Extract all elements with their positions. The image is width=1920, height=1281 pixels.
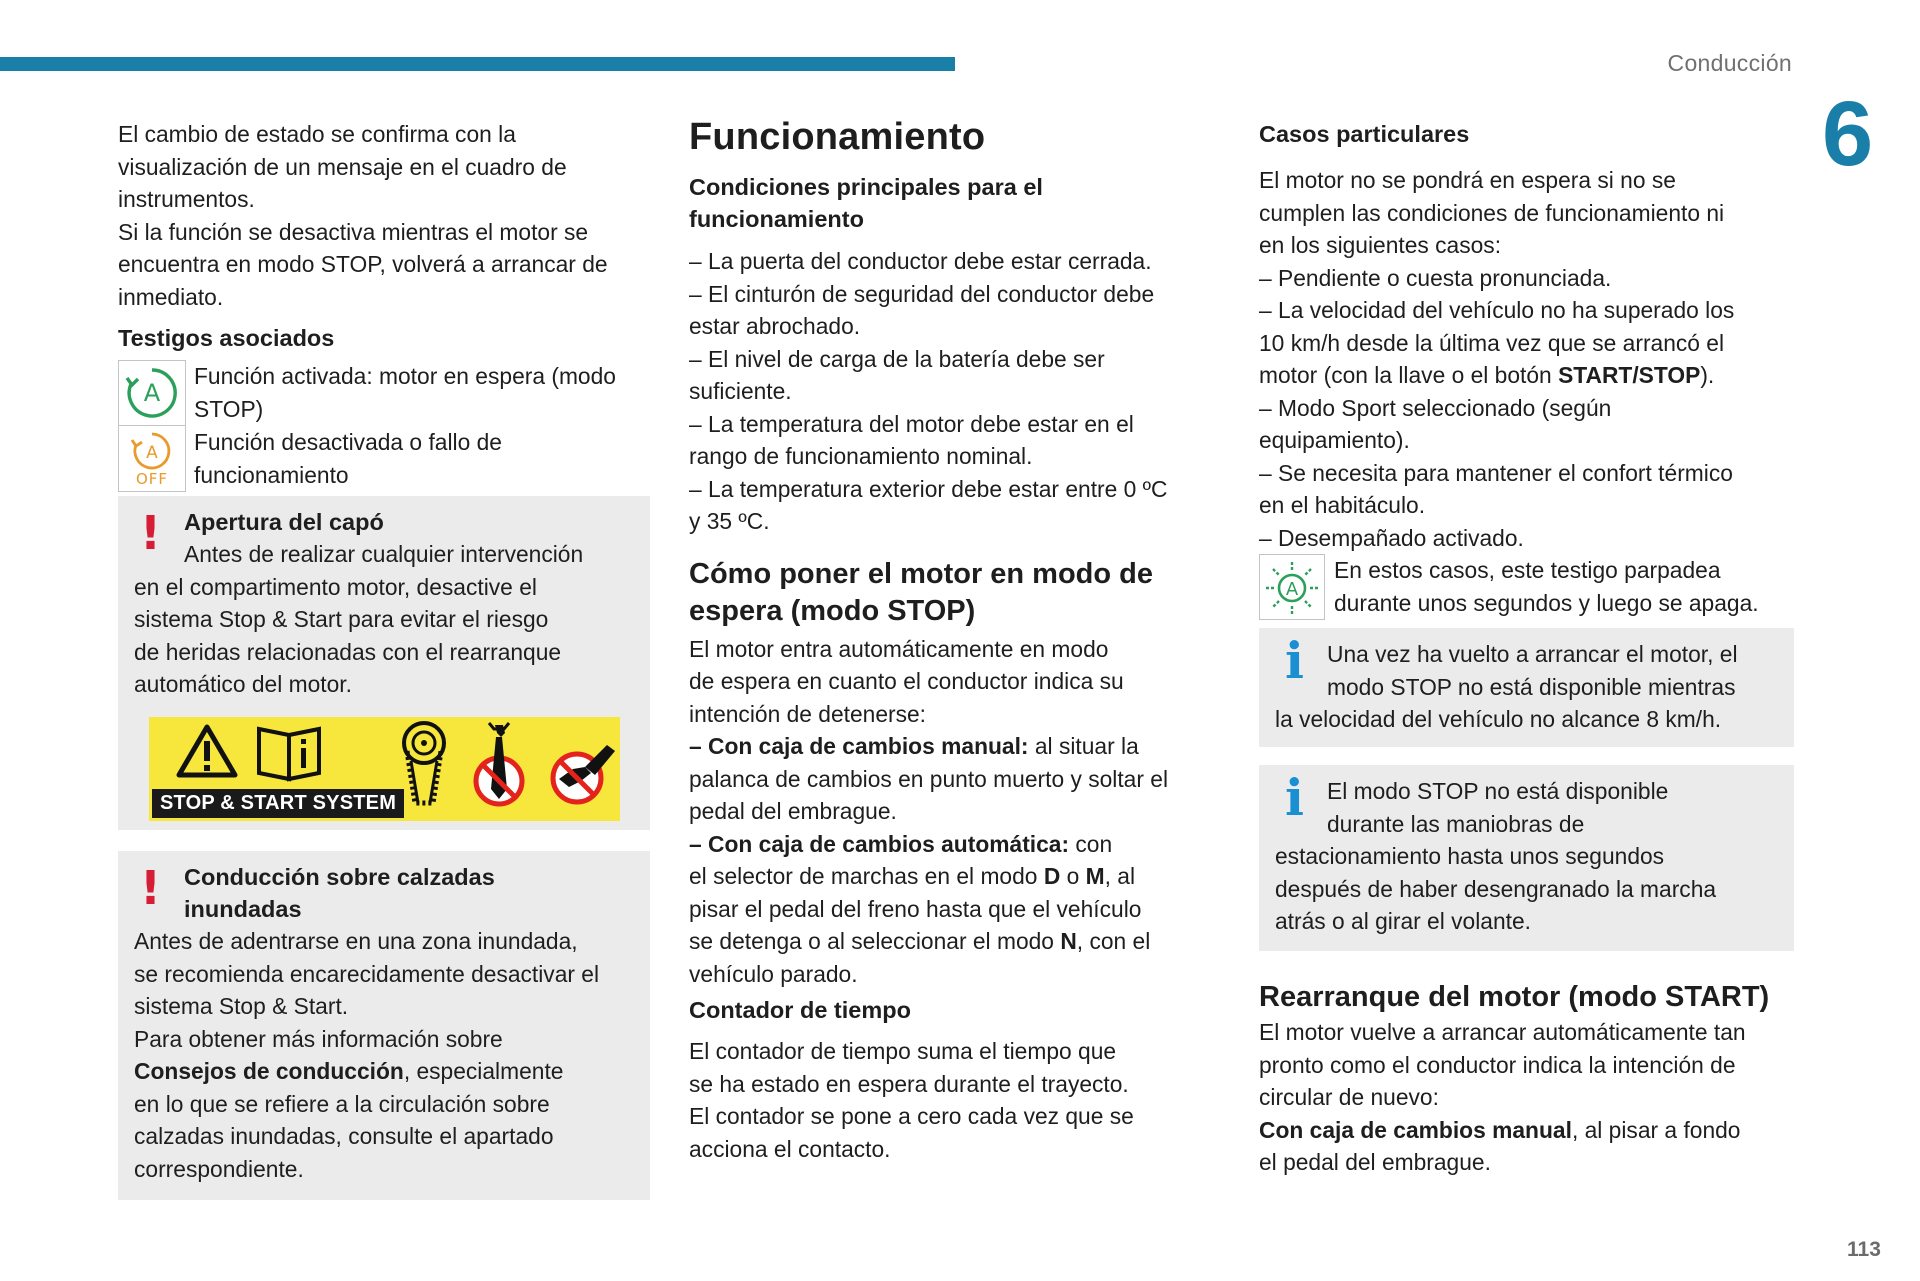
driving-advice-reference: Consejos de conducción [134, 1058, 404, 1084]
flooded-road-warning-box [118, 851, 650, 1200]
list-item: – La temperatura del motor debe estar en el [689, 410, 1134, 437]
text-line: El contador se pone a cero cada vez que se [689, 1103, 1134, 1129]
intro-paragraph [118, 118, 650, 313]
section-title: Conducción [1667, 50, 1792, 76]
caution-triangle-icon [179, 727, 235, 775]
text-line: palanca de cambios en punto muerto y soltar el [689, 765, 1169, 792]
text-line: correspondiente. [134, 1155, 304, 1182]
text-line: en los siguientes casos: [1259, 232, 1502, 258]
text-span: se detenga o al seleccionar el modo [689, 928, 1061, 954]
text-line: se recomienda encarecidamente desactivar el [134, 960, 600, 987]
text-line: en el compartimento motor, desactive el [134, 573, 537, 600]
list-item: y 35 ºC. [689, 508, 770, 534]
text-line: Antes de adentrarse en una zona inundada, [134, 928, 578, 954]
text-line [134, 1055, 650, 1088]
list-item: – El cinturón de seguridad del conductor debe [689, 280, 1155, 307]
text-line: en lo que se refiere a la circulación sobre [134, 1090, 550, 1117]
text-span: – Con caja de cambios automática: [689, 830, 1070, 857]
text-line: instrumentos. [118, 186, 255, 212]
witness-heading: Testigos asociados [118, 325, 335, 351]
list-item: – Se necesita para mantener el confort térmico [1259, 459, 1733, 486]
page-number: 113 [1847, 1238, 1881, 1261]
text-line: durante las maniobras de [1327, 810, 1585, 837]
text-line [1259, 1114, 1794, 1147]
witness-off-text: funcionamiento [194, 461, 349, 488]
text-line: El motor no se pondrá en espera si no se [1259, 167, 1676, 193]
chapter-number: 6 [1822, 83, 1874, 185]
witness-active-text: STOP) [194, 395, 264, 422]
belt-pulley-icon [404, 723, 444, 803]
text-line: El motor entra automáticamente en modo [689, 635, 1109, 662]
info-icon: i [1285, 768, 1304, 827]
text-line: equipamiento). [1259, 427, 1410, 453]
text-line: El cambio de estado se confirma con la [118, 121, 516, 147]
list-item: estar abrochado. [689, 313, 861, 339]
blinking-indicator-row [1259, 554, 1794, 620]
list-item: – El nivel de carga de la batería debe ser [689, 345, 1105, 372]
witness-active-row [118, 360, 650, 426]
text-line: Para obtener más información sobre [134, 1025, 503, 1052]
text-line: sistema Stop & Start para evitar el riesgo [134, 606, 549, 632]
special-cases-heading: Casos particulares [1259, 121, 1470, 147]
text-span: , al [1104, 863, 1136, 889]
hood-warning-box [118, 496, 650, 830]
text-line: calzadas inundadas, consulte el apartado [134, 1123, 554, 1149]
no-hand-icon [553, 745, 615, 802]
text-span: con [1069, 830, 1113, 857]
conditions-heading: funcionamiento [689, 206, 864, 232]
warning-title: Conducción sobre calzadas [184, 864, 495, 890]
text-span: START/STOP [1558, 362, 1701, 388]
auto-stop-blinking-icon [1259, 554, 1325, 620]
auto-stop-active-icon [118, 360, 186, 426]
list-item: – La puerta del conductor debe estar cerrada. [689, 248, 1152, 274]
witness-off-text: Función desactivada o fallo de [194, 429, 502, 455]
warning-title: inundadas [184, 896, 302, 922]
text-span: Con caja de cambios manual [1259, 1116, 1572, 1143]
text-line: se ha estado en espera durante el trayecto. [689, 1070, 1129, 1097]
restart-heading: Rearranque del motor (modo START) [1259, 981, 1770, 1013]
svg-text:A: A [1285, 579, 1299, 600]
text-line [1259, 359, 1794, 392]
stop-start-sticker [149, 717, 620, 821]
text-span: D [1043, 863, 1061, 889]
restart-info-box [1259, 628, 1794, 747]
witness-off-row [118, 426, 650, 492]
conditions-list [689, 245, 1217, 538]
text-line: El contador de tiempo suma el tiempo que [689, 1038, 1117, 1064]
text-line: 10 km/h desde la última vez que se arrancó el [1259, 329, 1725, 356]
text-line: Una vez ha vuelto a arrancar el motor, el [1327, 641, 1738, 667]
text-line: en el habitáculo. [1259, 492, 1426, 518]
list-item: – La velocidad del vehículo no ha superado los [1259, 297, 1735, 323]
text-line: de espera en cuanto el conductor indica su [689, 668, 1124, 694]
sticker-label-text: STOP & START SYSTEM [152, 789, 404, 818]
stop-mode-heading: Cómo poner el motor en modo de [689, 557, 1154, 590]
text-span: al situar la [1028, 733, 1139, 759]
timer-heading: Contador de tiempo [689, 997, 911, 1023]
list-item: – La temperatura exterior debe estar entre 0 ºC [689, 475, 1168, 502]
parking-info-box [1259, 765, 1794, 951]
conditions-heading: Condiciones principales para el [689, 174, 1043, 200]
list-item: – Modo Sport seleccionado (según [1259, 394, 1612, 421]
svg-text:A: A [146, 442, 158, 463]
manual-gearbox-item [689, 730, 1217, 763]
text-line: El motor vuelve a arrancar automáticamente tan [1259, 1019, 1746, 1045]
text-line: circular de nuevo: [1259, 1084, 1439, 1110]
text-line: visualización de un mensaje en el cuadro de [118, 153, 567, 180]
svg-text:OFF: OFF [135, 469, 169, 488]
warning-icon: ! [140, 506, 161, 560]
section-heading-funcionamiento: Funcionamiento [689, 116, 986, 158]
text-line: de heridas relacionadas con el rearranque [134, 638, 562, 665]
warning-title: Apertura del capó [184, 509, 384, 535]
text-line [689, 925, 1217, 958]
info-icon: i [1285, 631, 1304, 690]
text-line: automático del motor. [134, 671, 352, 697]
text-line: modo STOP no está disponible mientras [1327, 673, 1736, 700]
text-line: acciona el contacto. [689, 1135, 891, 1162]
text-line: la velocidad del vehículo no alcance 8 km/h. [1275, 706, 1722, 732]
column-left [118, 118, 650, 1200]
text-line: estacionamiento hasta unos segundos [1275, 843, 1665, 869]
text-line: cumplen las condiciones de funcionamiento ni [1259, 199, 1725, 226]
text-line [689, 860, 1217, 893]
text-span: ). [1700, 362, 1715, 388]
text-line: Antes de realizar cualquier intervención [184, 541, 584, 567]
auto-stop-off-icon [118, 426, 186, 492]
text-line: El modo STOP no está disponible [1327, 778, 1669, 804]
text-line: vehículo parado. [689, 960, 858, 987]
text-line: encuentra en modo STOP, volverá a arrancar de [118, 251, 608, 277]
text-span: o [1060, 863, 1086, 889]
list-item: suficiente. [689, 378, 792, 404]
text-line: intención de detenerse: [689, 700, 927, 727]
stop-mode-heading: espera (modo STOP) [689, 594, 976, 627]
text-line: Si la función se desactiva mientras el motor se [118, 218, 589, 245]
no-tie-icon [476, 723, 522, 804]
text-span: el selector de marchas en el modo [689, 863, 1044, 889]
warning-icon: ! [140, 861, 161, 915]
list-item: rango de funcionamiento nominal. [689, 443, 1033, 469]
text-span: M [1085, 863, 1105, 889]
text-line: después de haber desengranado la marcha [1275, 875, 1717, 902]
text-line: durante unos segundos y luego se apaga. [1334, 589, 1759, 616]
text-line: pisar el pedal del freno hasta que el vehículo [689, 895, 1142, 922]
text-line: En estos casos, este testigo parpadea [1334, 557, 1721, 583]
column-middle [689, 118, 1217, 1165]
witness-active-text: Función activada: motor en espera (modo [194, 363, 616, 389]
text-line: pedal del embrague. [689, 798, 897, 824]
list-item: – Pendiente o cuesta pronunciada. [1259, 264, 1612, 291]
svg-text:A: A [143, 379, 161, 407]
text-span: , con el [1076, 928, 1151, 954]
text-line: inmediato. [118, 283, 224, 310]
text-span: , especialmente [403, 1058, 564, 1084]
column-right [1259, 118, 1794, 1179]
auto-gearbox-item [689, 828, 1217, 861]
manual-book-icon [259, 729, 319, 779]
text-line: el pedal del embrague. [1259, 1149, 1491, 1175]
text-span: N [1060, 928, 1077, 954]
text-line: sistema Stop & Start. [134, 993, 349, 1019]
header-accent-bar [0, 57, 955, 71]
text-span: – Con caja de cambios manual: [689, 733, 1029, 759]
list-item: – Desempañado activado. [1259, 524, 1524, 551]
text-span: , al pisar a fondo [1571, 1116, 1741, 1143]
text-line: pronto como el conductor indica la intención de [1259, 1051, 1736, 1078]
text-span: motor (con la llave o el botón [1259, 362, 1559, 388]
text-line: atrás o al girar el volante. [1275, 908, 1531, 934]
